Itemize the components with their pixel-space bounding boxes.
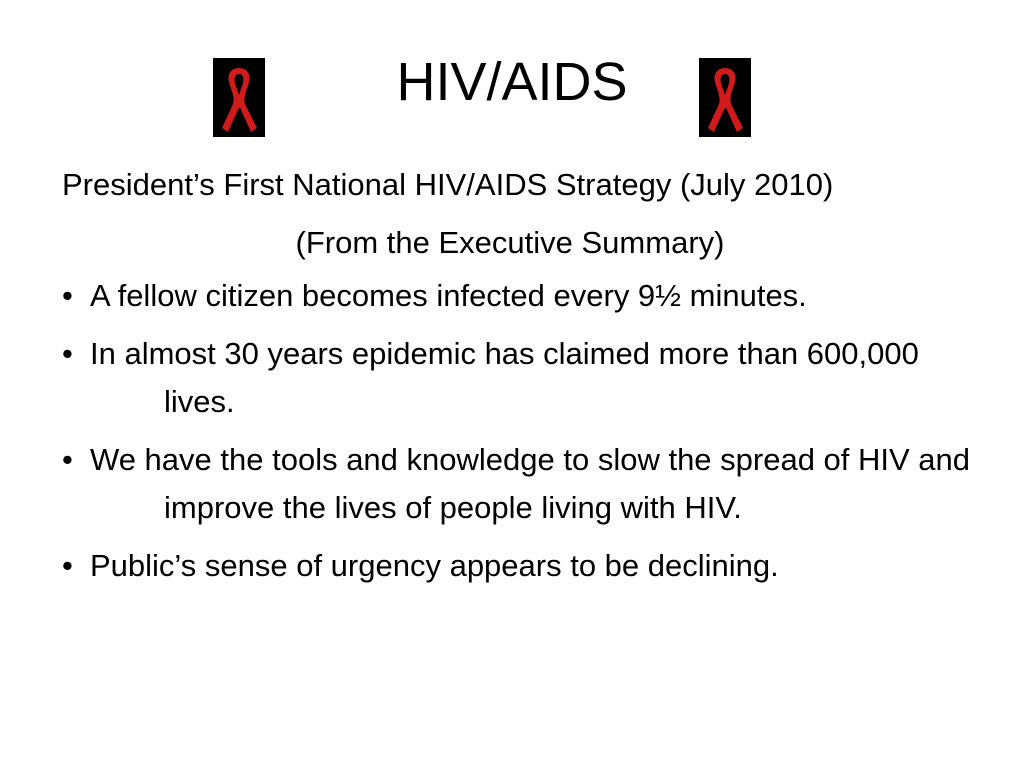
bullet-item: [62, 272, 972, 320]
bullet-marker: •: [62, 442, 73, 477]
bullet-marker: •: [62, 548, 73, 583]
bullet-marker: •: [62, 336, 73, 371]
red-ribbon-icon: [699, 58, 751, 137]
bullet-item: [62, 542, 972, 590]
bullet-item: [62, 330, 972, 426]
bullet-text: Public’s sense of urgency appears to be declining.: [90, 548, 779, 583]
bullet-marker: •: [62, 278, 73, 313]
slide-title: HIV/AIDS: [396, 52, 628, 112]
slide-body: [62, 162, 972, 600]
strategy-heading: President’s First National HIV/AIDS Strategy (July 2010): [62, 167, 834, 202]
executive-summary-label: (From the Executive Summary): [295, 225, 725, 260]
bullet-text: In almost 30 years epidemic has claimed more than 600,000 lives.: [90, 336, 919, 419]
bullet-text: A fellow citizen becomes infected every 9½ minutes.: [90, 278, 807, 313]
bullet-text: We have the tools and knowledge to slow the spread of HIV and improve the lives of people living with HIV.: [90, 442, 971, 525]
bullet-list: [62, 272, 972, 590]
bullet-item: [62, 436, 972, 532]
